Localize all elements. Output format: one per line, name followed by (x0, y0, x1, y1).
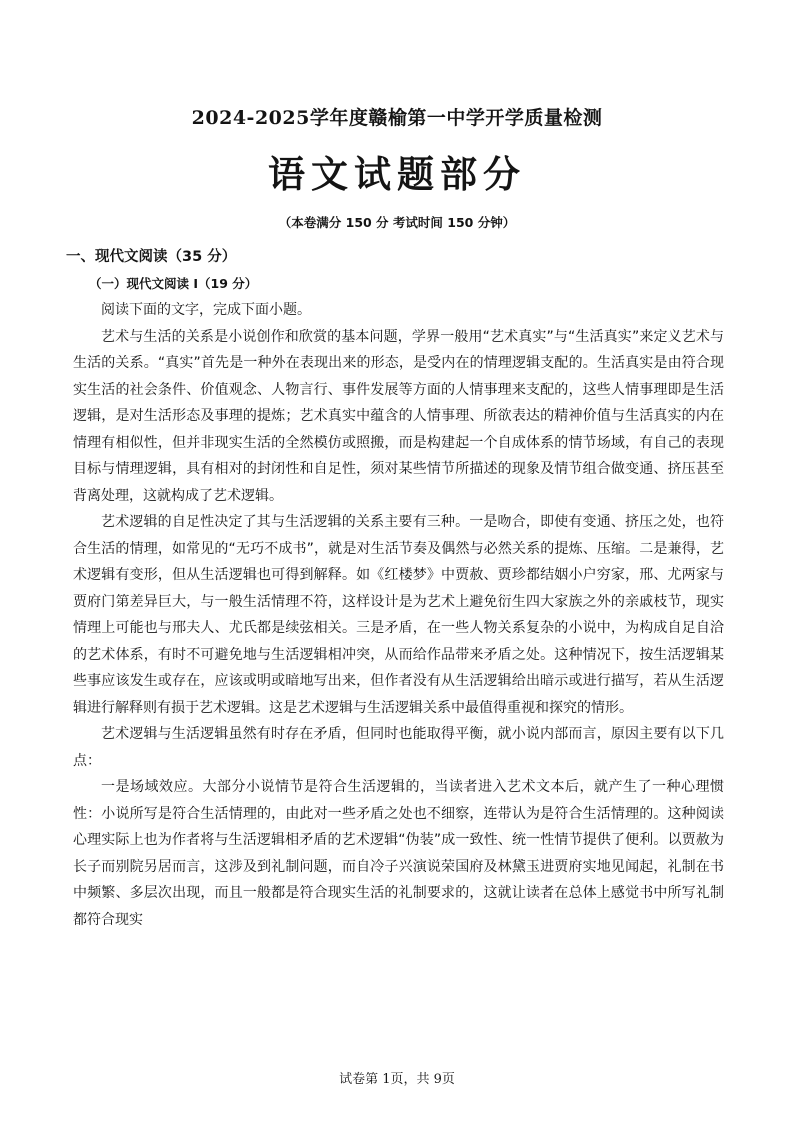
passage-paragraph: 艺术与生活的关系是小说创作和欣赏的基本问题，学界一般用“艺术真实”与“生活真实”来定义艺术与生活的关系。“真实”首先是一种外在表现出来的形态，是受内在的情理逻辑支配的。生活真实是由符合现实生活的社会条件、价值观念、人物言行、事件发展等方面的人情事理来支配的，这些人情事理即是生活逻辑，是对生活形态及事理的提炼；艺术真实中蕴含的人情事理、所欲表达的精神价值与生活真实的内在情理有相似性，但并非现实生活的全然模仿或照搬，而是构建起一个自成体系的情节场域，有自己的表现目标与情理逻辑，具有相对的封闭性和自足性，须对某些情节所描述的现象及情节组合做变通、挤压甚至背离处理，这就构成了艺术逻辑。 (73, 328, 724, 504)
passage-paragraph: 艺术逻辑与生活逻辑虽然有时存在矛盾，但同时也能取得平衡，就小说内部而言，原因主要有以下几点： (73, 726, 724, 769)
passage-paragraph: 一是场域效应。大部分小说情节是符合生活逻辑的，当读者进入艺术文本后，就产生了一种心理惯性：小说所写是符合生活情理的，由此对一些矛盾之处也不细察，连带认为是符合生活情理的。这种阅读心理实际上也为作者将与生活逻辑相矛盾的艺术逻辑“伪装”成一致性、统一性情节提供了便利。以贾赦为长子而别院另居而言，这涉及到礼制问题，而自冷子兴演说荣国府及林黛玉进贾府实地见闻起，礼制在书中频繁、多层次出现，而且一般都是符合现实生活的礼制要求的，这就让读者在总体上感觉书中所写礼制都符合现实 (73, 779, 724, 928)
passage-body (73, 297, 724, 933)
exam-note: （本卷满分 150 分 考试时间 150 分钟） (278, 215, 516, 230)
subsection-title: （一）现代文阅读 I（19 分） (89, 276, 258, 291)
section-title: 一、现代文阅读（35 分） (66, 249, 237, 265)
page-footer: 试卷第 1页，共 9页 (339, 1072, 455, 1087)
passage-paragraph: 艺术逻辑的自足性决定了其与生活逻辑的关系主要有三种。一是吻合，即使有变通、挤压之处，也符合生活的情理，如常见的“无巧不成书”，就是对生活节奏及偶然与必然关系的提炼、压缩。二是兼得，艺术逻辑有变形，但从生活逻辑也可得到解释。如《红楼梦》中贾赦、贾珍都结姻小户穷家，邢、尤两家与贾府门第差异巨大，与一般生活情理不符，这样设计是为艺术上避免衍生四大家族之外的亲戚枝节，现实情理上可能也与邢夫人、尤氏都是续弦相关。三是矛盾，在一些人物关系复杂的小说中，为构成自足自洽的艺术体系，有时不可避免地与生活逻辑相冲突，从而给作品带来矛盾之处。这种情况下，按生活逻辑某些事应该发生或存在，应该或明或暗地写出来，但作者没有从生活逻辑给出暗示或进行描写，若从生活逻辑进行解释则有损于艺术逻辑。这是艺术逻辑与生活逻辑关系中最值得重视和探究的情形。 (73, 514, 724, 716)
subject-title: 语文试题部分 (268, 152, 526, 196)
exam-title: 2024-2025学年度赣榆第一中学开学质量检测 (191, 107, 603, 129)
passage-instruction: 阅读下面的文字，完成下面小题。 (101, 302, 311, 318)
